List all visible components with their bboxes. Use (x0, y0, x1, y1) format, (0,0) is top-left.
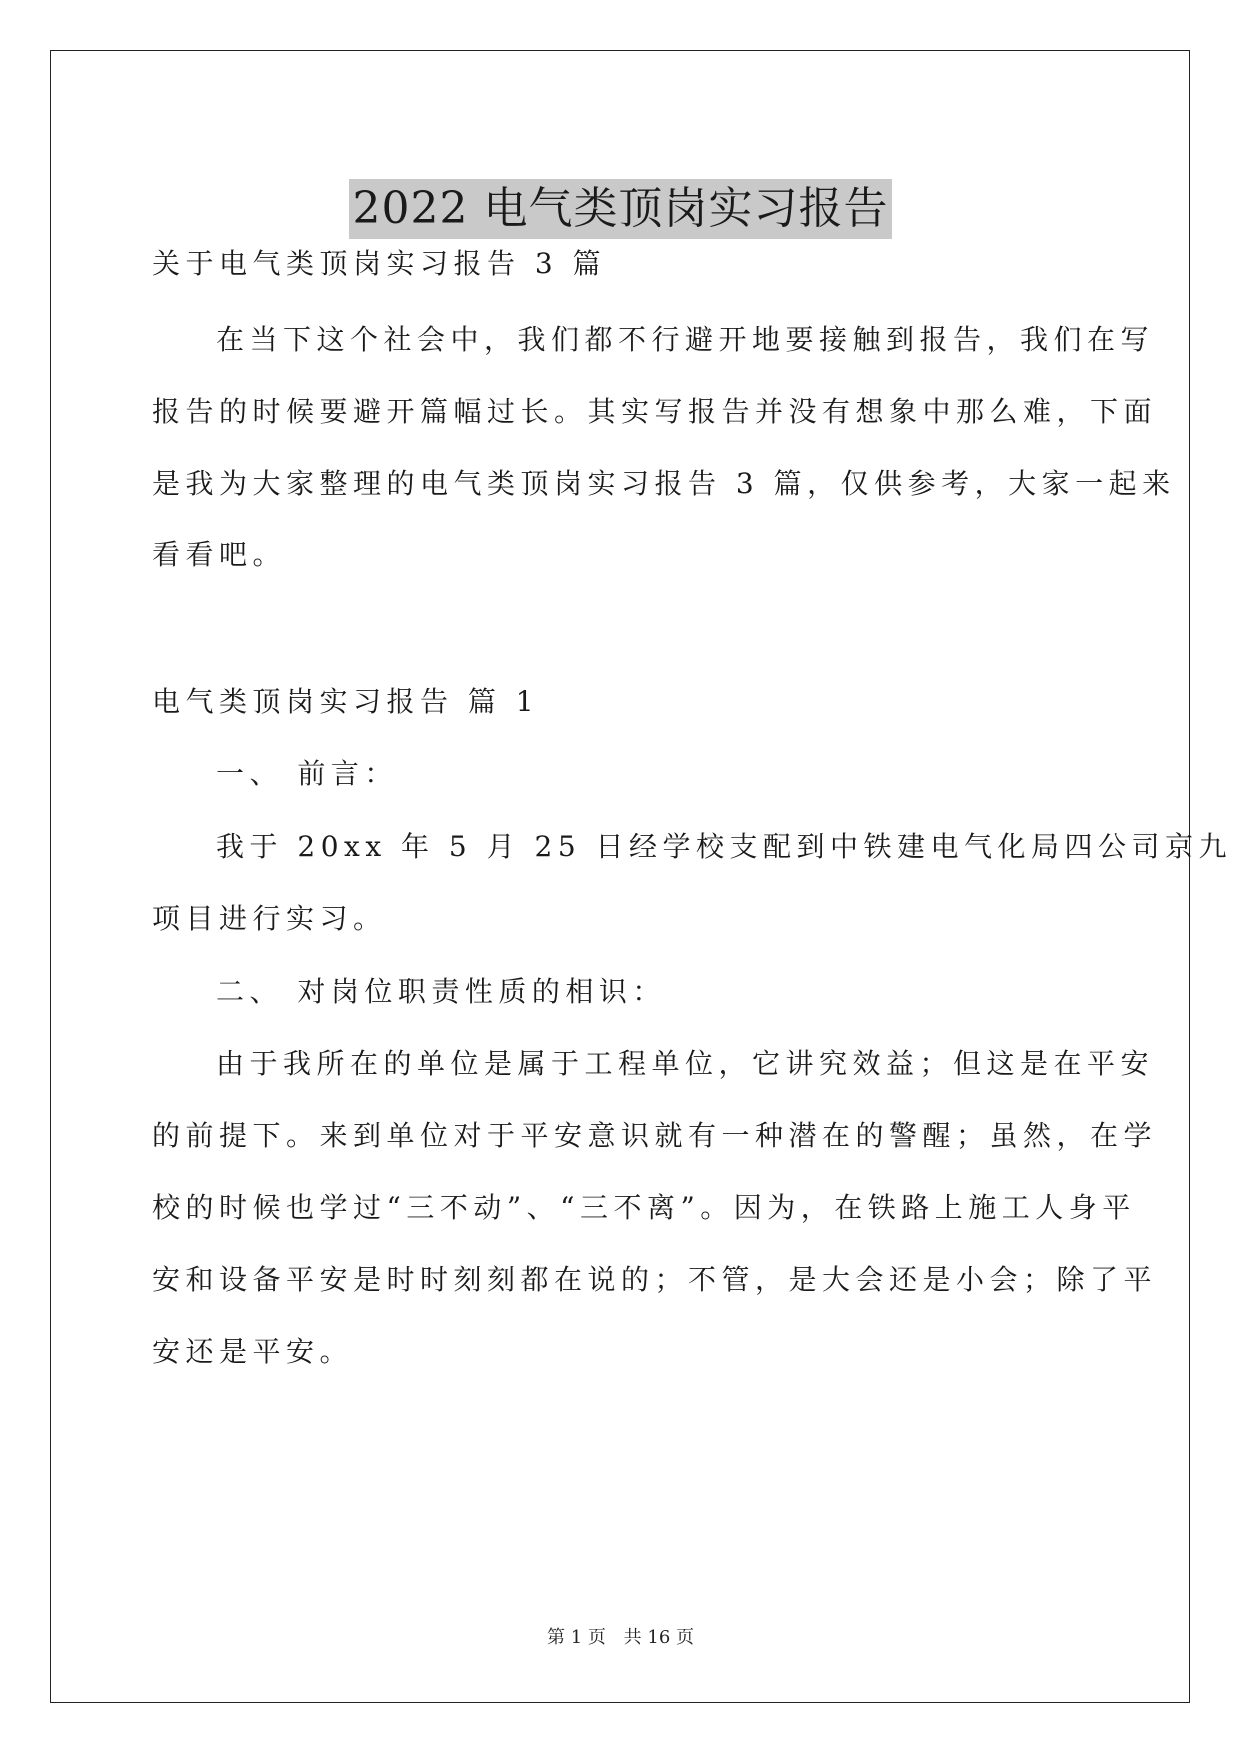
part2-line: 的前提下。来到单位对于平安意识就有一种潜在的警醒；虽然，在学 (152, 1119, 1158, 1152)
section-heading: 电气类顶岗实习报告 篇 1 (152, 685, 540, 718)
intro-line: 在当下这个社会中，我们都不行避开地要接触到报告，我们在写 (216, 323, 1155, 356)
part2-line: 安和设备平安是时时刻刻都在说的；不管，是大会还是小会；除了平 (152, 1263, 1158, 1296)
page-total: 共 16 页 (623, 1627, 694, 1648)
intro-line: 看看吧。 (152, 538, 287, 571)
part2-line: 安还是平安。 (152, 1335, 354, 1368)
document-title: 2022 电气类顶岗实习报告 (349, 179, 893, 239)
intro-line: 报告的时候要避开篇幅过长。其实写报告并没有想象中那么难，下面 (152, 395, 1158, 428)
page-footer (0, 1623, 1241, 1649)
part1-heading: 一、 前言： (216, 757, 398, 790)
intro-line: 是我为大家整理的电气类顶岗实习报告 3 篇，仅供参考，大家一起来 (152, 467, 1176, 500)
part1-line: 项目进行实习。 (152, 902, 387, 935)
page-border (50, 50, 1190, 1703)
part1-line: 我于 20xx 年 5 月 25 日经学校支配到中铁建电气化局四公司京九 (216, 830, 1233, 863)
part2-heading: 二、 对岗位职责性质的相识： (216, 975, 666, 1008)
part2-line: 校的时候也学过“三不动”、“三不离”。因为，在铁路上施工人身平 (152, 1191, 1136, 1224)
page-number: 第 1 页 (547, 1627, 606, 1648)
document-subtitle: 关于电气类顶岗实习报告 3 篇 (152, 247, 607, 280)
part2-line: 由于我所在的单位是属于工程单位，它讲究效益；但这是在平安 (216, 1047, 1155, 1080)
